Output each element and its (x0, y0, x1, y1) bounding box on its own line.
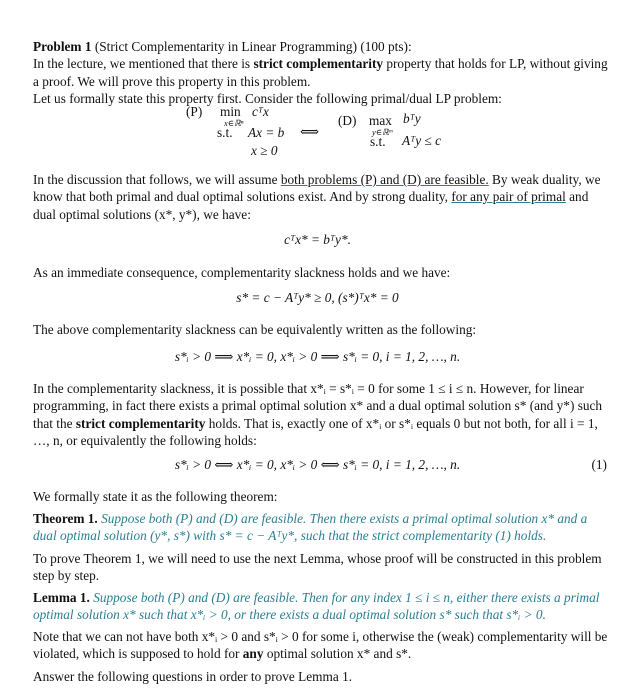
para1-a: In the discussion that follows, we will assume (33, 172, 278, 187)
dual-max-sub: y∈ℝᵐ (372, 127, 393, 137)
para7-c: optimal solution x* and s*. (266, 646, 412, 662)
para4-strict-complementarity: strict complementarity (75, 415, 206, 431)
intro-text-1c: property that holds for LP, without giving a proof. We will prove this property in this problem. (33, 56, 608, 89)
dual-max: max (369, 113, 392, 128)
primal-st: s.t. (217, 125, 233, 140)
theorem-label: Theorem 1. (33, 511, 98, 526)
paragraph-feasible (33, 171, 609, 223)
para7-a: Note that we can not have both x*ᵢ > 0 and s*ᵢ > 0 for some i, otherwise the (weak) complementarity will be violated, which is supposed to hold for (33, 629, 608, 662)
paragraph-lemma-intro: To prove Theorem 1, we will need to use the next Lemma, whose proof will be constructed in this problem step by step. (33, 551, 602, 584)
theorem-text: Suppose both (P) and (D) are feasible. Then there exists a primal optimal solution x* and a dual optimal solution (y*, s*) with s* = c − Aᵀy*, such that the strict complementarity (1) holds. (33, 511, 588, 544)
dual-label: (D) (338, 113, 357, 128)
paragraph-consequence: As an immediate consequence, complementarity slackness holds and we have: (33, 265, 451, 280)
primal-min: min (220, 104, 241, 119)
primal-objective: cᵀx (252, 104, 269, 119)
equation-slackness: s* = c − Aᵀy* ≥ 0, (s*)ᵀx* = 0 (236, 290, 399, 305)
primal-min-sub: x∈ℝⁿ (224, 118, 244, 128)
paragraph-theorem-intro: We formally state it as the following theorem: (33, 489, 278, 504)
primal-constraint-1: Ax = b (248, 125, 285, 140)
equation-strict: s*ᵢ > 0 ⟺ x*ᵢ = 0, x*ᵢ > 0 ⟺ s*ᵢ = 0, i = 1, 2, …, n. (174, 457, 461, 472)
problem-intro (33, 38, 609, 108)
intro-text-1a: In the lecture, we mentioned that there is (33, 56, 251, 72)
para4-a: In the complementarity slackness, it is possible that x*ᵢ = s*ᵢ = 0 for some 1 ≤ i ≤ n. However, for linear programming, in fact there exists a primal optimal solution x* and a dual optimal solution s* (and y*) such that the (33, 381, 603, 431)
lemma-label: Lemma 1. (33, 590, 90, 605)
equation-strong-duality: cᵀx* = bᵀy*. (284, 232, 351, 247)
equivalence-arrow: ⟺ (300, 124, 320, 139)
intro-strict-complementarity: strict complementarity (253, 56, 384, 72)
theorem-1 (33, 510, 609, 545)
primal-label: (P) (186, 104, 203, 119)
problem-subtitle: (Strict Complementarity in Linear Programming) (100 pts): (94, 39, 412, 54)
para7-any: any (242, 646, 264, 662)
lemma-text: Suppose both (P) and (D) are feasible. Then for any index 1 ≤ i ≤ n, either there exists a primal optimal solution x* such that x*ᵢ > 0, or there exists a dual optimal solution s* such that s*ᵢ > 0. (33, 590, 600, 623)
para4-c: holds. That is, exactly one of x*ᵢ or s*ᵢ equals 0 but not both, for all i = 1, …, n, or equivalently the following holds: (33, 415, 598, 449)
dual-st: s.t. (370, 134, 386, 149)
paragraph-equivalent: The above complementarity slackness can be equivalently written as the following: (33, 322, 477, 337)
paragraph-note (33, 628, 609, 663)
problem-title: Problem 1 (33, 39, 92, 54)
equation-number: (1) (591, 457, 607, 472)
para1-optimal-pair: for any pair of primal (451, 189, 566, 205)
dual-objective: bᵀy (403, 111, 421, 126)
paragraph-answer: Answer the following questions in order to prove Lemma 1. (33, 669, 353, 684)
dual-constraint-1: Aᵀy ≤ c (402, 133, 442, 148)
lemma-1 (33, 589, 609, 624)
para1-e: and dual optimal solutions (x*, y*), we have: (33, 189, 589, 222)
intro-text-2: Let us formally state this property first. Consider the following primal/dual LP problem: (33, 91, 502, 107)
paragraph-strict (33, 380, 609, 450)
para1-c: By weak duality, we know that both primal and dual optimal solutions exist. And by strong duality, (33, 172, 601, 205)
para1-both-feasible: both problems (P) and (D) are feasible. (280, 172, 489, 187)
primal-constraint-2: x ≥ 0 (251, 143, 278, 158)
equation-complementarity: s*ᵢ > 0 ⟹ x*ᵢ = 0, x*ᵢ > 0 ⟹ s*ᵢ = 0, i = 1, 2, …, n. (174, 349, 461, 364)
